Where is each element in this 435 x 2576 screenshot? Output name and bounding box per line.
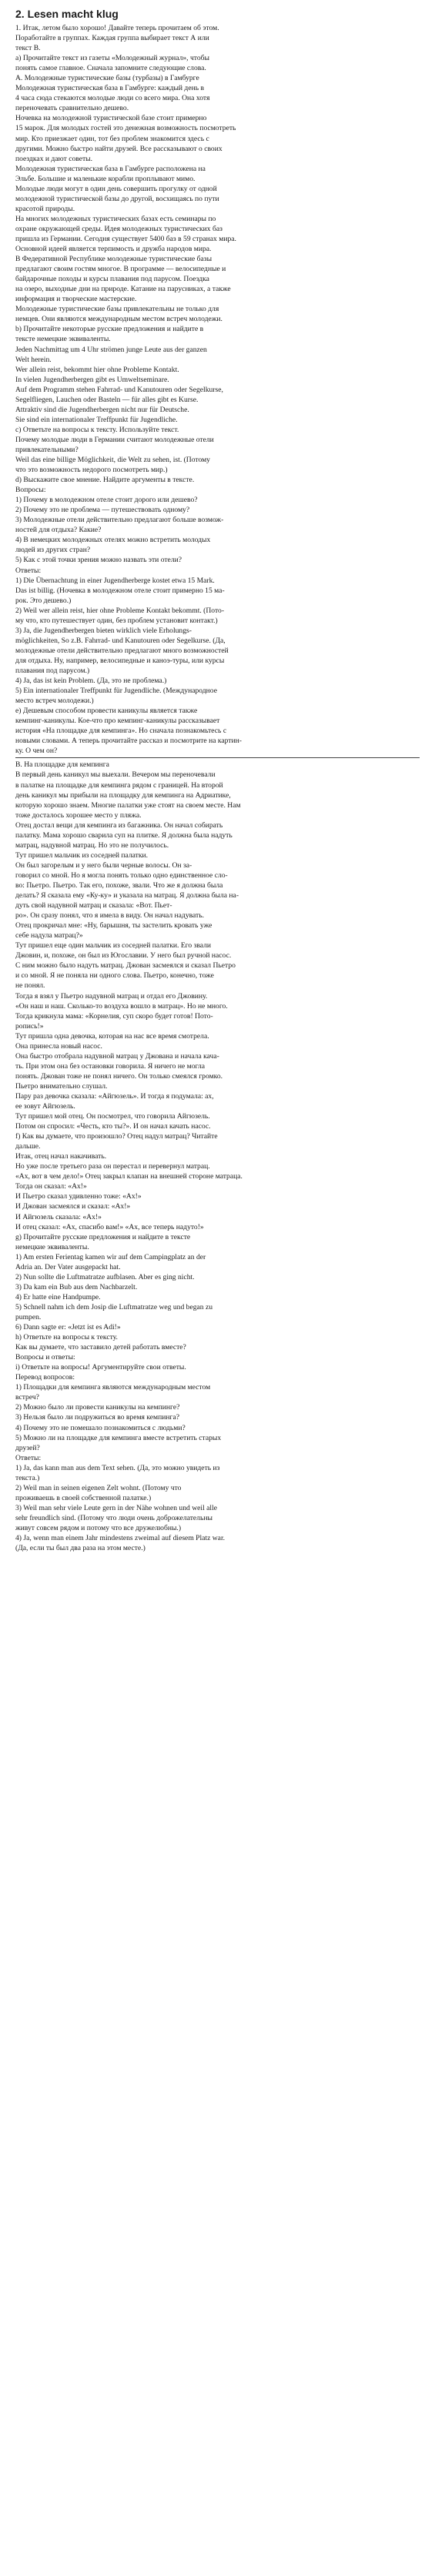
text-line: ку. О чем он? bbox=[15, 747, 58, 756]
text-line: поездках и дают советы. bbox=[15, 154, 93, 163]
text-line: тоже досталось хорошее место у пляжа. bbox=[15, 810, 142, 820]
text-line: Перевод вопросов: bbox=[15, 1373, 75, 1382]
text-line: друзей? bbox=[15, 1443, 40, 1452]
text-line: во: Пьетро. Пьетро. Так его, похоже, звали. Что же я должна была bbox=[15, 880, 223, 890]
text-line: ть. При этом она без остановки говорила. Я ничего не могла bbox=[15, 1061, 206, 1071]
text-line: 1) Ja, das kann man aus dem Text sehen. (Да, это можно увидеть из bbox=[15, 1463, 220, 1472]
text-line: Основной идеей является терпимость и дружба народов мира. bbox=[15, 245, 212, 254]
text-line: Почему молодые люди в Германии считают молодежные отели bbox=[15, 435, 214, 444]
text-line: и со мной. Я не поняла ни одного слова. Пьетро, конечно, тоже bbox=[15, 971, 214, 981]
text-line: 1. Итак, летом было хорошо! Давайте теперь прочитаем об этом. bbox=[15, 24, 219, 32]
text-line: привлекательными? bbox=[15, 445, 79, 454]
text-line: И отец сказал: «Ах, спасибо вам!» «Ах, все теперь надуто!» bbox=[15, 1222, 204, 1231]
text-line: байдарочные походы и курсы плавания под парусом. Поездка bbox=[15, 275, 209, 284]
text-line: ее зовут Айгюзель. bbox=[15, 1102, 75, 1111]
text-line: 3) Ja, die Jugendherbergen bieten wirklich viele Erholungs- bbox=[15, 626, 192, 635]
text-line: Она принесла новый насос. bbox=[15, 1041, 102, 1051]
text-line: Ответы: bbox=[15, 566, 42, 575]
text-line: Он был загорелым и у него были черные волосы. Он за- bbox=[15, 860, 192, 870]
text-line: 1) Площадки для кемпинга являются международным местом bbox=[15, 1383, 211, 1392]
text-line: Тогда крикнула мама: «Корнелия, суп скоро будет готов! Пото- bbox=[15, 1011, 213, 1021]
text-line: кемпинг-каникулы. Кое-что про кемпинг-каникулы рассказывает bbox=[15, 717, 220, 726]
text-line: не понял. bbox=[15, 981, 45, 991]
text-line: И Джован засмеялся и сказал: «Ах!» bbox=[15, 1202, 131, 1211]
text-line: молодежной туристической базы до другой, восхищаясь по пути bbox=[15, 194, 219, 203]
text-line: Тут пришел мой отец. Он посмотрел, что говорила Айгюзель. bbox=[15, 1112, 210, 1121]
text-line: ро». Он сразу понял, что я имела в виду. Он начал надувать. bbox=[15, 911, 204, 920]
text-line: И Айгюзель сказала: «Ах!» bbox=[15, 1212, 102, 1221]
text-line: Как вы думаете, что заставило детей работать вместе? bbox=[15, 1343, 186, 1352]
text-line: понять самое главное. Сначала запомните следующие слова. bbox=[15, 64, 206, 73]
text-line: Welt herein. bbox=[15, 355, 52, 364]
text-line: проживаешь в своей собственной палатке.) bbox=[15, 1493, 152, 1502]
text-line: Вопросы: bbox=[15, 486, 46, 495]
text-line: 4 часа сюда стекаются молодые люди со всего мира. Она хотя bbox=[15, 94, 210, 103]
text-line: Пару раз девочка сказала: «Айгюзель». И тогда я подумала: ах, bbox=[15, 1091, 214, 1101]
text-line: дуть свой надувной матрац и сказала: «Вот. Пьет- bbox=[15, 901, 172, 910]
text-line: «Ах, вот в чем дело!» Отец закрыл клапан на внешней стороне матраца. bbox=[15, 1172, 243, 1181]
text-line: На многих молодежных туристических базах есть семинары по bbox=[15, 214, 216, 223]
text-line: понять. Джован тоже не понял ничего. Он только смеялся громко. bbox=[15, 1071, 223, 1081]
text-line: а) Прочитайте текст из газеты «Молодежный журнал», чтобы bbox=[15, 54, 209, 63]
text-line: Тогда я взял у Пьетро надувной матрац и отдал его Джовину. bbox=[15, 991, 208, 1001]
text-line: предлагают своим гостям многое. В программе — велосипедные и bbox=[15, 265, 226, 274]
text-line: Молодежная туристическая база в Гамбурге расположена на bbox=[15, 164, 206, 173]
text-line: палатку. Мама хорошо сварила суп на плитке. Я должна была надуть bbox=[15, 830, 233, 840]
text-line: другими. Можно быстро найти друзей. Все рассказывают о своих bbox=[15, 144, 223, 153]
text-line: 1) Am ersten Ferientag kamen wir auf dem Campingplatz an der bbox=[15, 1252, 206, 1261]
text-line: Ответы: bbox=[15, 1453, 42, 1462]
text-line: Итак, отец начал накачивать. bbox=[15, 1152, 107, 1161]
text-line: 1) Die Übernachtung in einer Jugendherberge kostet etwa 15 Mark. bbox=[15, 576, 215, 585]
text-line: встреч? bbox=[15, 1393, 39, 1402]
text-line: плавания под парусом.) bbox=[15, 667, 90, 675]
text-line: 1) Почему в молодежном отеле стоит дорого или дешево? bbox=[15, 496, 198, 505]
text-line: 4) Er hatte eine Handpumpe. bbox=[15, 1292, 101, 1301]
text-line: e) Дешевым способом провести каникулы является также bbox=[15, 707, 198, 716]
text-line: 4) Ja, das ist kein Problem. (Да, это не проблема.) bbox=[15, 677, 167, 686]
text-line: пришла из Германии. Сегодня существует 5400 баз в 59 странах мира. bbox=[15, 234, 236, 243]
text-line: Джовин, и, похоже, он был из Югославии. У него был ручной насос. bbox=[15, 951, 232, 961]
text-line: 2) Weil man in seinen eigenen Zelt wohnt. (Потому что bbox=[15, 1483, 182, 1492]
page-title: 2. Lesen macht klug bbox=[15, 8, 119, 20]
text-line: Segelfliegen, Lauchen oder Basteln — für alles gibt es Kurse. bbox=[15, 395, 199, 404]
text-line: текст В. bbox=[15, 44, 41, 53]
text-line: Молодые люди могут в один день совершить прогулку от одной bbox=[15, 184, 217, 193]
text-line: Ночевка на молодежной туристической базе стоит примерно bbox=[15, 114, 207, 123]
text-line: му что, кто путешествует один, без проблем установит контакт.) bbox=[15, 616, 218, 625]
text-line: 4) Ja, wenn man einem Jahr mindestens zweimal auf diesem Platz war. bbox=[15, 1534, 226, 1543]
text-line: d) Выскажите свое мнение. Найдите аргументы в тексте. bbox=[15, 476, 195, 485]
text-line: 3) Weil man sehr viele Leute gern in der Nähe wohnen und weil alle bbox=[15, 1503, 217, 1512]
text-line: А. Молодежные туристические базы (турбазы) в Гамбурге bbox=[15, 74, 199, 83]
text-line: Молодежная туристическая база в Гамбурге: каждый день в bbox=[15, 84, 205, 93]
text-line: 2) Weil wer allein reist, hier ohne Probleme Kontakt bekommt. (Пото- bbox=[15, 606, 225, 615]
text-line: i) Ответьте на вопросы! Аргументируйте свои ответы. bbox=[15, 1363, 186, 1372]
text-line: делать? Я сказала ему «Ку-ку» и указала на матрац. Я должна была на- bbox=[15, 891, 239, 900]
text-line: möglichkeiten, So z.B. Fahrrad- und Kanutouren oder Segelkurse. (Да, bbox=[15, 636, 226, 645]
text-line: информация и творческие мастерские. bbox=[15, 295, 137, 304]
text-line: текста.) bbox=[15, 1473, 40, 1482]
text-line: B. На площадке для кемпинга bbox=[15, 760, 109, 770]
text-line: Отец достал вещи для кемпинга из багажника. Он начал собирать bbox=[15, 820, 223, 830]
text-line: 2) Nun sollte die Luftmatratze aufblasen. Aber es ging nicht. bbox=[15, 1272, 195, 1281]
text-line: тексте немецкие эквиваленты. bbox=[15, 335, 111, 344]
text-line: Weil das eine billige Möglichkeit, die Welt zu sehen, ist. (Потому bbox=[15, 456, 210, 465]
text-line: Потом он спросил: «Честь, кто ты?». И он начал качать насос. bbox=[15, 1122, 211, 1131]
text-line: 2) Можно было ли провести каникулы на кемпинге? bbox=[15, 1403, 180, 1412]
text-line: место встреч молодежи.) bbox=[15, 697, 94, 706]
text-line: охране окружающей среды. Идея молодежных туристических баз bbox=[15, 224, 223, 233]
text-line: 5) Ein internationaler Treffpunkt für Jugendliche. (Международное bbox=[15, 687, 217, 696]
text-line: Attraktiv sind die Jugendherbergen nicht nur für Deutsche. bbox=[15, 405, 189, 414]
text-line: Но уже после третьего раза он перестал и перевернул матрац. bbox=[15, 1162, 210, 1171]
text-line: 4) В немецких молодежных отелях можно встретить молодых bbox=[15, 536, 211, 545]
text-line: рок. Это дешево.) bbox=[15, 596, 72, 605]
text-line: людей из других стран? bbox=[15, 546, 91, 555]
text-line: Она быстро отобрала надувной матрац у Джована и начала кача- bbox=[15, 1051, 219, 1061]
text-line: sehr freundlich sind. (Потому что люди очень доброжелательны bbox=[15, 1513, 212, 1522]
text-line: g) Прочитайте русские предложения и найдите в тексте bbox=[15, 1232, 191, 1241]
text-line: Эльбе. Большие и маленькие корабли проплывают мимо. bbox=[15, 174, 196, 183]
text-line: ропись!» bbox=[15, 1021, 44, 1031]
text-line: Wer allein reist, bekommt hier ohne Probleme Kontakt. bbox=[15, 365, 179, 374]
text-line: pumpen. bbox=[15, 1313, 42, 1321]
text-line: Тут пришел еще один мальчик из соседней палатки. Его звали bbox=[15, 941, 212, 951]
text-line: Пьетро внимательно слушал. bbox=[15, 1081, 108, 1091]
text-line: на озеро, выходные дни на природе. Катание на парусниках, а также bbox=[15, 285, 231, 294]
text-line: c) Ответьте на вопросы к тексту. Используйте текст. bbox=[15, 425, 179, 434]
text-line: переночевать сравнительно дешево. bbox=[15, 104, 129, 113]
text-line: 2) Почему это не проблема — путешествовать одному? bbox=[15, 506, 190, 515]
text-line: которую хорошо знаем. Многие палатки уже стоят на своем месте. Нам bbox=[15, 800, 241, 810]
text-line: история «На площадке для кемпинга». Но сначала познакомьтесь с bbox=[15, 727, 227, 736]
text-line: (Да, если ты был два раза на этом месте.) bbox=[15, 1544, 146, 1553]
text-line: 5) Как с этой точки зрения можно назвать эти отели? bbox=[15, 556, 182, 565]
text-line: Jeden Nachmittag um 4 Uhr strömen junge Leute aus der ganzen bbox=[15, 345, 207, 354]
text-line: f) Как вы думаете, что произошло? Отец надул матрац? Читайте bbox=[15, 1132, 218, 1141]
text-line: 3) Нельзя было ли подружиться во время кемпинга? bbox=[15, 1413, 179, 1422]
text-line: для отдыха. Ну, например, велосипедные и каноэ-туры, или курсы bbox=[15, 656, 225, 665]
text-line: В первый день каникул мы выехали. Вечером мы переночевали bbox=[15, 770, 216, 780]
text-line: Поработайте в группах. Каждая группа выбирает текст А или bbox=[15, 34, 209, 43]
text-line: h) Ответьте на вопросы к тексту. bbox=[15, 1333, 118, 1342]
text-line: 4) Почему это не помешало познакомиться с людьми? bbox=[15, 1423, 186, 1432]
text-line: матрац, надувной матрац. Но это не получилось. bbox=[15, 840, 169, 850]
text-line: день каникул мы прибыли на площадку для кемпинга на Адриатике, bbox=[15, 790, 231, 800]
text-line: говорил со мной. Но я могла понять только одно единственное сло- bbox=[15, 870, 228, 880]
text-line: в палатке на площадке для кемпинга рядом с границей. На второй bbox=[15, 780, 223, 790]
text-body bbox=[15, 23, 420, 1553]
text-line: Sie sind ein internationaler Treffpunkt für Jugendliche. bbox=[15, 415, 178, 424]
text-line: 15 марок. Для молодых гостей это денежная возможность посмотреть bbox=[15, 124, 236, 133]
text-line: молодежные отели действительно предлагают много возможностей bbox=[15, 646, 229, 655]
text-line: 5) Можно ли на площадке для кемпинга вместе встретить старых bbox=[15, 1433, 222, 1442]
text-line: 6) Dann sagte er: «Jetzt ist es Adi!» bbox=[15, 1323, 121, 1332]
text-line: Тут пришел мальчик из соседней палатки. bbox=[15, 850, 149, 860]
text-line: что это возможность недорого посмотреть мир.) bbox=[15, 466, 168, 475]
text-line: дальше. bbox=[15, 1142, 41, 1151]
text-line: немцев. Они являются международным местом встреч молодежи. bbox=[15, 315, 223, 324]
text-line: Отец прокричал мне: «Ну, барышня, ты застелить кровать уже bbox=[15, 921, 212, 931]
text-line: b) Прочитайте некоторые русские предложения и найдите в bbox=[15, 325, 204, 334]
text-line: мир. Кто приезжает один, тот без проблем знакомится здесь с bbox=[15, 134, 209, 143]
text-line: ностей для отдыха? Какие? bbox=[15, 526, 102, 535]
text-line: 3) Молодежные отели действительно предлагают больше возмож- bbox=[15, 516, 224, 525]
text-line: 5) Schnell nahm ich dem Josip die Luftmatratze weg und began zu bbox=[15, 1302, 213, 1311]
text-line: Auf dem Programm stehen Fahrrad- und Kanutouren oder Segelkurse, bbox=[15, 385, 223, 394]
text-line: немецкие эквиваленты. bbox=[15, 1242, 89, 1251]
text-line: 3) Da kam ein Bub aus dem Nachbarzelt. bbox=[15, 1282, 138, 1291]
section-divider bbox=[15, 757, 420, 758]
text-line: красотой природы. bbox=[15, 204, 75, 213]
text-line: In vielen Jugendherbergen gibt es Umweltseminare. bbox=[15, 375, 169, 384]
text-line: Тогда он сказал: «Ах!» bbox=[15, 1182, 87, 1191]
text-line: Вопросы и ответы: bbox=[15, 1353, 75, 1362]
text-line: Тут пришла одна девочка, которая на нас все время смотрела. bbox=[15, 1031, 209, 1041]
text-line: Adria an. Der Vater ausgepackt hat. bbox=[15, 1262, 121, 1271]
text-line: новыми словами. А теперь прочитайте рассказ и посмотрите на картин- bbox=[15, 737, 242, 746]
text-line: И Пьетро сказал удивленно тоже: «Ах!» bbox=[15, 1192, 142, 1201]
text-line: себе надула матрац?» bbox=[15, 931, 83, 941]
text-line: живут совсем рядом и потому что все дружелюбны.) bbox=[15, 1523, 182, 1532]
text-line: Молодежные туристические базы привлекательны не только для bbox=[15, 305, 219, 314]
text-line: «Он наш и наш. Сколько-то воздуха вошло в матрац». Но не много. bbox=[15, 1001, 228, 1011]
text-line: В Федеративной Республике молодежные туристические базы bbox=[15, 255, 212, 264]
text-line: Das ist billig. (Ночевка в молодежном отеле стоит примерно 15 ма- bbox=[15, 586, 225, 595]
text-line: С ним можно было надуть матрац. Джован засмеялся и сказал Пьетро bbox=[15, 961, 236, 971]
